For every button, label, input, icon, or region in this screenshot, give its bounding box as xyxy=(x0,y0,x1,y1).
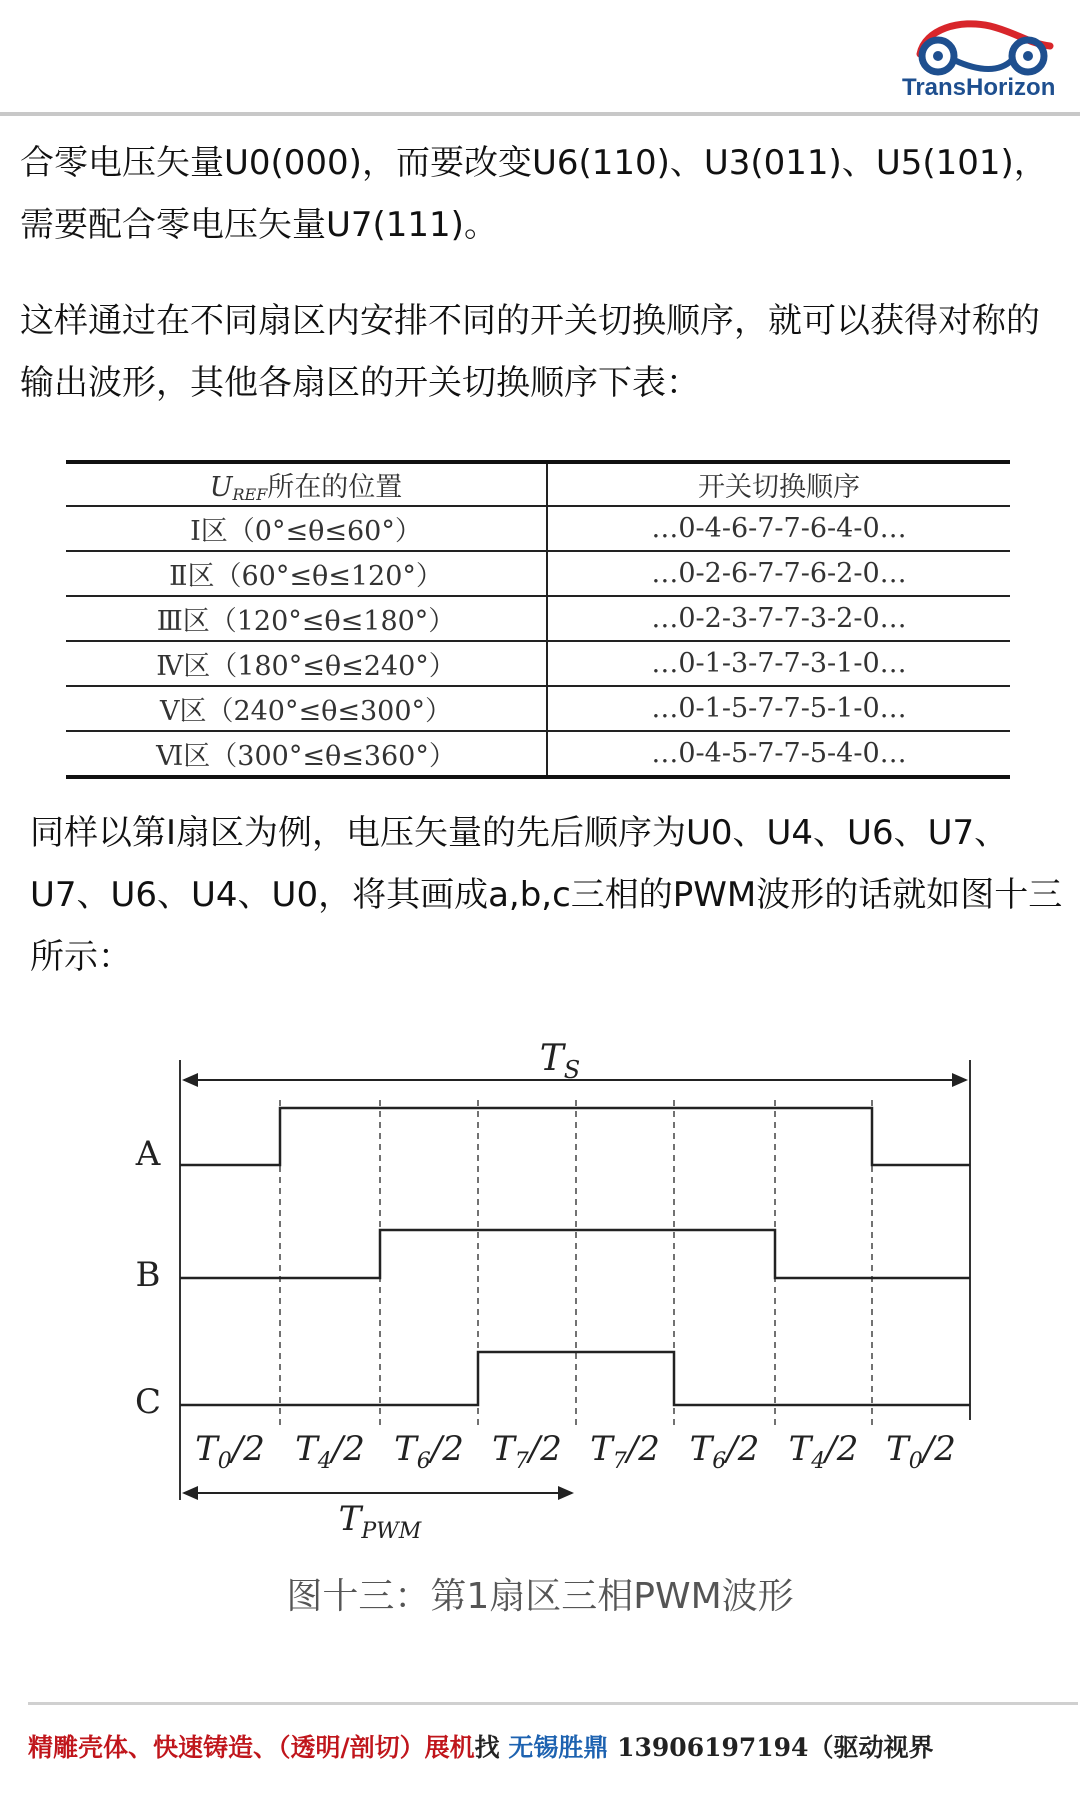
footer-find: 找 xyxy=(474,1733,500,1762)
ts-arrowhead-right xyxy=(952,1073,968,1087)
sector-cell: Ⅲ区（120°≤θ≤180°） xyxy=(66,596,547,641)
sector-cell: Ⅰ区（0°≤θ≤60°） xyxy=(66,506,547,551)
header-divider xyxy=(0,112,1080,116)
phase-label-a: A xyxy=(135,1134,161,1174)
sequence-cell: …0-4-6-7-7-6-4-0… xyxy=(547,506,1010,551)
waveform-c xyxy=(180,1352,970,1405)
pwm-waveform-figure xyxy=(110,1040,1010,1560)
footer-ad xyxy=(28,1728,1078,1764)
table-row xyxy=(66,641,1010,686)
ts-arrowhead-left xyxy=(182,1073,198,1087)
interval-label: $T_0/2$ xyxy=(886,1429,956,1474)
sequence-cell: …0-1-3-7-7-3-1-0… xyxy=(547,641,1010,686)
sector-cell: Ⅱ区（60°≤θ≤120°） xyxy=(66,551,547,596)
table-header-position: $U_{REF}$所在的位置 xyxy=(66,462,547,506)
page-header xyxy=(0,0,1080,118)
footer-phone: 13906197194（ xyxy=(617,1733,834,1762)
waveform-b xyxy=(180,1230,970,1278)
table-row xyxy=(66,731,1010,777)
footer-company: 无锡胜鼎 xyxy=(508,1733,609,1762)
table-row xyxy=(66,686,1010,731)
pwm-waveform-diagram xyxy=(110,1040,1010,1560)
table-row xyxy=(66,506,1010,551)
phase-label-c: C xyxy=(134,1382,162,1422)
figure-caption: 图十三：第1扇区三相PWM波形 xyxy=(286,1576,794,1617)
footer-services: 精雕壳体、快速铸造、（透明/剖切）展机 xyxy=(28,1733,475,1762)
sequence-cell: …0-4-5-7-7-5-4-0… xyxy=(547,731,1010,777)
sequence-cell: …0-2-6-7-7-6-2-0… xyxy=(547,551,1010,596)
phase-label-b: B xyxy=(135,1255,161,1295)
interval-label: $T_4/2$ xyxy=(788,1429,859,1474)
sequence-cell: …0-2-3-7-7-3-2-0… xyxy=(547,596,1010,641)
switching-sequence-table xyxy=(66,460,1010,779)
paragraph-switching-order: 这样通过在不同扇区内安排不同的开关切换顺序，就可以获得对称的输出波形，其他各扇区的开关切换顺序下表： xyxy=(20,301,1040,403)
sector-cell: Ⅵ区（300°≤θ≤360°） xyxy=(66,731,547,777)
table-header-row xyxy=(66,462,1010,506)
table-row xyxy=(66,596,1010,641)
sequence-cell: …0-1-5-7-7-5-1-0… xyxy=(547,686,1010,731)
interval-label: $T_7/2$ xyxy=(492,1429,562,1474)
table-row xyxy=(66,551,1010,596)
tpwm-label: $T_{PWM}$ xyxy=(338,1499,422,1544)
sector-cell: Ⅴ区（240°≤θ≤300°） xyxy=(66,686,547,731)
tpwm-arrowhead-right xyxy=(558,1486,574,1500)
table-header-sequence: 开关切换顺序 xyxy=(547,462,1010,506)
footer-wechat-account: 驱动视界 xyxy=(833,1733,934,1762)
waveform-a xyxy=(180,1108,970,1165)
brand-name: TransHorizon xyxy=(902,74,1056,101)
interval-label: $T_6/2$ xyxy=(689,1429,760,1474)
tpwm-arrowhead-left xyxy=(182,1486,198,1500)
interval-label: $T_6/2$ xyxy=(394,1429,464,1474)
interval-label: $T_7/2$ xyxy=(590,1429,660,1474)
ts-label: $T_S$ xyxy=(539,1040,581,1084)
paragraph-zero-vectors: 合零电压矢量U0(000)，而要改变U6(110)、U3(011)、U5(101)，需要配合零电压矢量U7(111)。 xyxy=(20,143,1048,245)
interval-label: $T_0/2$ xyxy=(195,1429,265,1474)
interval-label: $T_4/2$ xyxy=(295,1429,365,1474)
paragraph-sector1-example: 同样以第Ⅰ扇区为例，电压矢量的先后顺序为U0、U4、U6、U7、U7、U6、U4、U0，将其画成a,b,c三相的PWM波形的话就如图十三所示： xyxy=(30,813,1063,977)
footer-divider xyxy=(28,1702,1078,1705)
sector-cell: Ⅳ区（180°≤θ≤240°） xyxy=(66,641,547,686)
